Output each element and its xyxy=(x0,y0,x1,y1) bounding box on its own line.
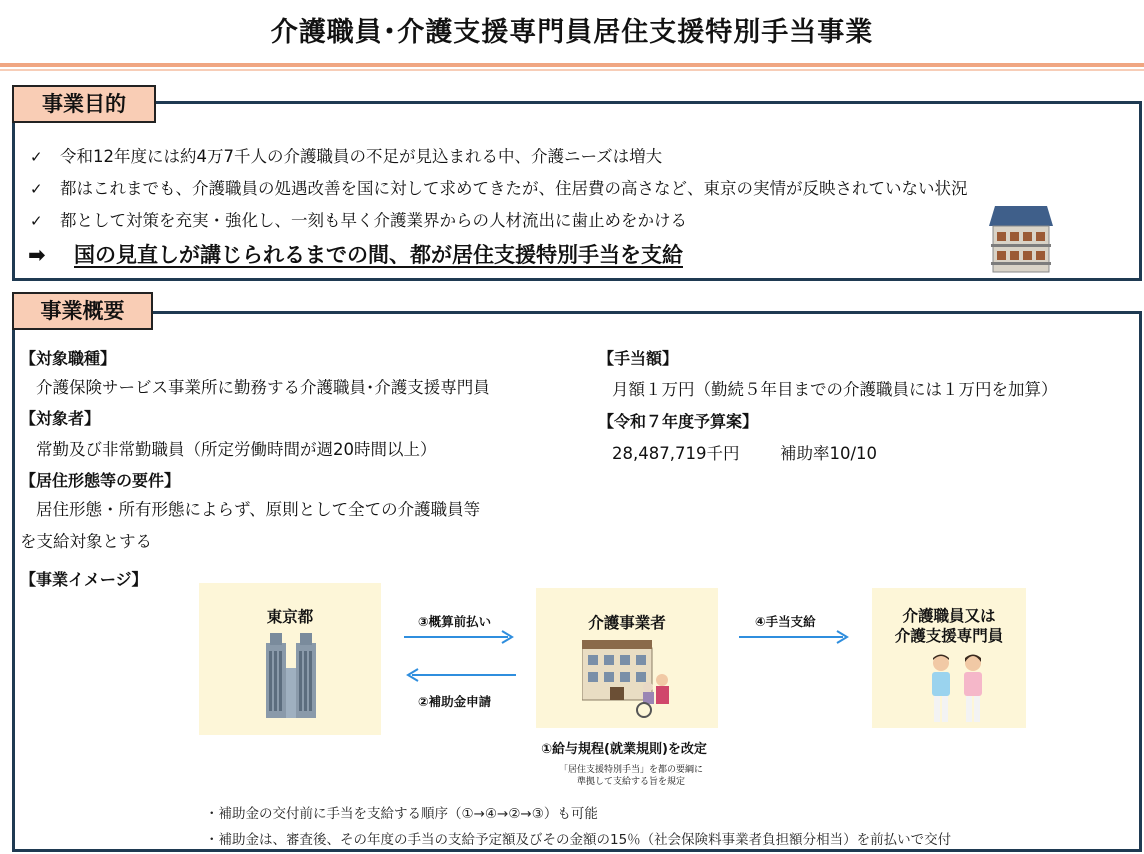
step3-label: ③概算前払い xyxy=(418,614,492,629)
image-heading: 【事業イメージ】 xyxy=(20,570,148,589)
right-arrow-icon: ➡ xyxy=(28,243,46,267)
purpose-bullet-text: 令和12年度には約4万7千人の介護職員の不足が見込まれる中、介護ニーズは増大 xyxy=(60,147,663,166)
provider-panel xyxy=(536,588,718,728)
step1-note-line1: 「居住支援特別手当」を都の要綱に xyxy=(558,765,703,775)
apartment-building-icon xyxy=(985,204,1057,274)
target-person-text: 常勤及び非常勤職員（所定労働時間が週20時間以上） xyxy=(36,440,437,459)
check-icon: ✓ xyxy=(30,212,43,230)
provider-label: 介護事業者 xyxy=(588,614,666,632)
title-divider xyxy=(0,63,1144,67)
step1-note-line2: 準拠して支給する旨を規定 xyxy=(576,777,685,787)
residence-heading: 【居住形態等の要件】 xyxy=(20,471,181,490)
step4-label: ④手当支給 xyxy=(755,614,816,629)
worker-label-line2: 介護支援専門員 xyxy=(894,627,1004,645)
purpose-bullet-text: 都はこれまでも、介護職員の処遇改善を国に対して求めてきたが、住居費の高さなど、東京の実情が反映されていない状況 xyxy=(60,179,968,198)
residence-text-line1: 居住形態・所有形態によらず、原則として全ての介護職員等 xyxy=(36,500,481,519)
right-arrow-icon xyxy=(739,630,853,644)
target-job-heading: 【対象職種】 xyxy=(20,349,117,368)
overview-label: 事業概要 xyxy=(12,292,153,330)
tokyo-government-building-icon xyxy=(261,633,321,718)
purpose-conclusion xyxy=(28,239,683,269)
tokyo-label: 東京都 xyxy=(266,608,314,626)
footnote: ・補助金の交付前に手当を支給する順序（①→④→②→③）も可能 xyxy=(205,806,598,822)
conclusion-text: 国の見直しが講じられるまでの間、都が居住支援特別手当を支給 xyxy=(74,243,683,267)
worker-panel xyxy=(872,588,1026,728)
purpose-label: 事業目的 xyxy=(12,85,156,123)
page-title: 介護職員･介護支援専門員居住支援特別手当事業 xyxy=(270,17,874,48)
purpose-bullet xyxy=(30,143,662,167)
tokyo-panel xyxy=(199,583,381,735)
budget-amount: 28,487,719千円 xyxy=(612,444,740,463)
purpose-bullet xyxy=(30,175,968,199)
footnote: ・補助金は、審査後、その年度の手当の支給予定額及びその金額の15％（社会保険料事業者負担額分相当）を前払いで交付 xyxy=(205,832,952,848)
step2-label: ②補助金申請 xyxy=(418,694,492,709)
subsidy-rate: 補助率10/10 xyxy=(780,444,878,463)
care-facility-icon xyxy=(582,640,682,718)
check-icon: ✓ xyxy=(30,148,43,166)
allowance-heading: 【手当額】 xyxy=(598,349,679,368)
worker-label-line1: 介護職員又は xyxy=(902,607,996,625)
allowance-text: 月額１万円（勤続５年目までの介護職員には１万円を加算） xyxy=(612,380,1058,399)
purpose-bullet xyxy=(30,207,687,231)
check-icon: ✓ xyxy=(30,180,43,198)
residence-text-line2: を支給対象とする xyxy=(20,532,152,551)
purpose-bullet-text: 都として対策を充実・強化し、一刻も早く介護業界からの人材流出に歯止めをかける xyxy=(60,211,687,230)
target-job-text: 介護保険サービス事業所に勤務する介護職員･介護支援専門員 xyxy=(36,378,490,397)
target-person-heading: 【対象者】 xyxy=(20,409,101,428)
step1-label: ①給与規程(就業規則)を改定 xyxy=(541,742,707,757)
care-workers-icon xyxy=(927,654,991,724)
title-divider-thin xyxy=(0,69,1144,71)
left-arrow-icon xyxy=(404,668,518,682)
budget-heading: 【令和７年度予算案】 xyxy=(598,412,759,431)
right-arrow-icon xyxy=(404,630,518,644)
